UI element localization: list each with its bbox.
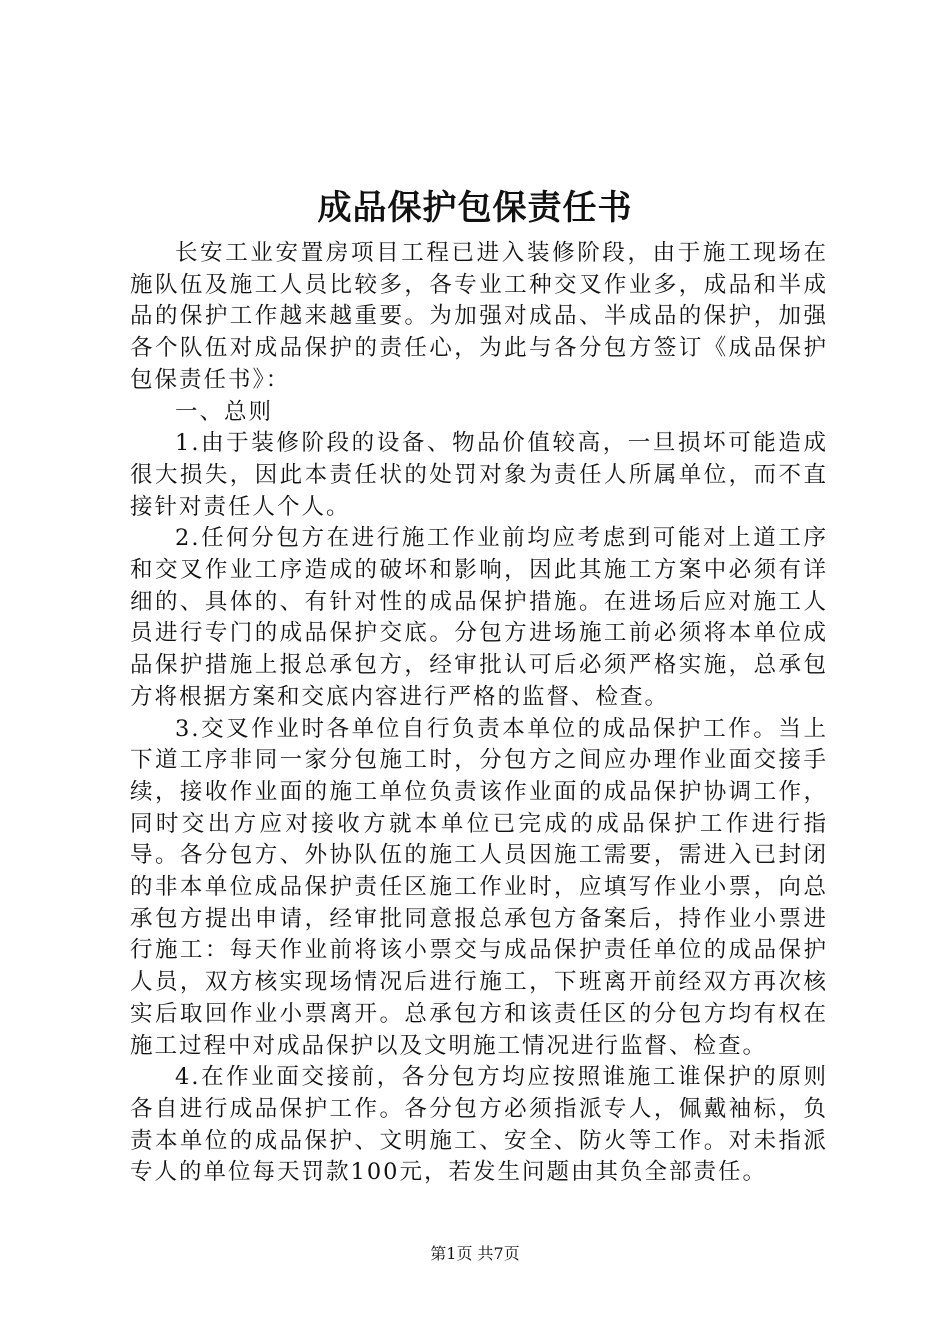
clause-2-paragraph: 2.任何分包方在进行施工作业前均应考虑到可能对上道工序和交叉作业工序造成的破坏和影响，因此其施工方案中必须有详细的、具体的、有针对性的成品保护措施。在进场后应对施工人员进行专门的成品保护交底。分包方进场施工前必须将本单位成品保护措施上报总承包方，经审批认可后必须严格实施，总承包方将根据方案和交底内容进行严格的监督、检查。 (130, 525, 828, 710)
page-number-footer: 第1页 共7页 (430, 1244, 520, 1263)
clause-3-paragraph: 3.交叉作业时各单位自行负责本单位的成品保护工作。当上下道工序非同一家分包施工时，分包方之间应办理作业面交接手续，接收作业面的施工单位负责该作业面的成品保护协调工作，同时交出方应对接收方就本单位已完成的成品保护工作进行指导。各分包方、外协队伍的施工人员因施工需要，需进入已封闭的非本单位成品保护责任区施工作业时，应填写作业小票，向总承包方提出申请，经审批同意报总承包方备案后，持作业小票进行施工：每天作业前将该小票交与成品保护责任单位的成品保护人员，双方核实现场情况后进行施工，下班离开前经双方再次核实后取回作业小票离开。总承包方和该责任区的分包方均有权在施工过程中对成品保护以及文明施工情况进行监督、检查。 (130, 715, 828, 1059)
clause-1-paragraph: 1.由于装修阶段的设备、物品价值较高，一旦损坏可能造成很大损失，因此本责任状的处罚对象为责任人所属单位，而不直接针对责任人个人。 (130, 430, 828, 520)
document-title: 成品保护包保责任书 (317, 188, 633, 228)
clause-4-paragraph: 4.在作业面交接前，各分包方均应按照谁施工谁保护的原则各自进行成品保护工作。各分包方必须指派专人，佩戴袖标，负责本单位的成品保护、文明施工、安全、防火等工作。对未指派专人的单位每天罚款100元，若发生问题由其负全部责任。 (130, 1064, 828, 1186)
document-body (130, 238, 828, 1189)
intro-paragraph: 长安工业安置房项目工程已进入装修阶段，由于施工现场在施队伍及施工人员比较多，各专业工种交叉作业多，成品和半成品的保护工作越来越重要。为加强对成品、半成品的保护，加强各个队伍对成品保护的责任心，为此与各分包方签订《成品保护包保责任书》： (130, 240, 828, 393)
section-heading-general: 一、总则 (175, 398, 274, 425)
